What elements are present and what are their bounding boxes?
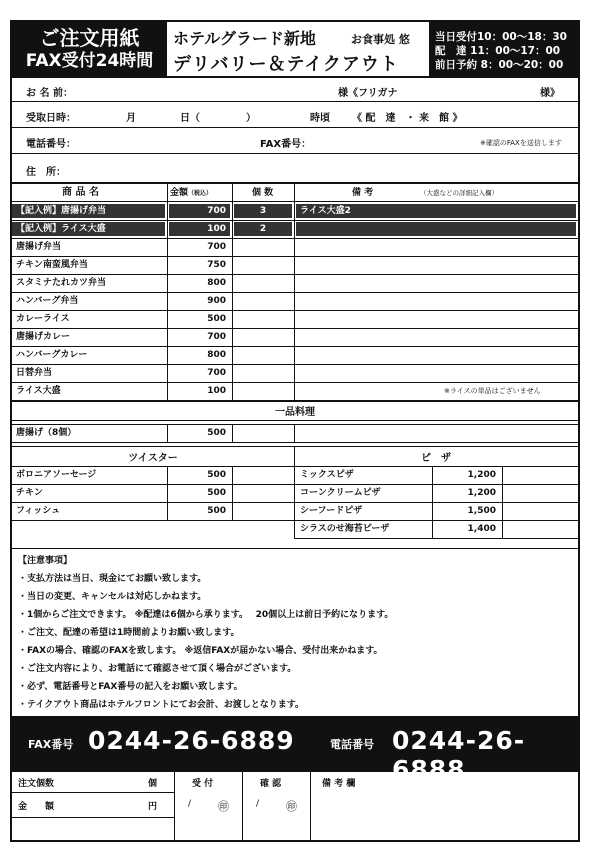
note-input-cell[interactable] [295,346,577,364]
fax-note: ※確認のFAXを送信します [480,139,562,147]
example-row-qty: 2 [259,224,267,234]
column-divider [432,466,433,538]
column-divider [294,424,295,442]
note-input-cell[interactable] [295,424,577,442]
qty-input-cell[interactable] [233,346,293,364]
furigana-label: 様《フリガナ [338,88,398,99]
time-label: 時頃 [310,113,330,124]
notes-title: 【注意事項】 [18,556,73,566]
note-input-cell[interactable] [295,256,577,274]
menu-item-name: ハンバーグ弁当 [16,296,79,306]
header-note-sub: （大盛などの詳細記入欄） [420,189,498,197]
day-paren-close: ） [246,113,256,124]
address-row[interactable] [12,154,578,184]
qty-input-cell[interactable] [233,364,293,382]
hours-block [429,22,578,76]
qty-input-cell[interactable] [503,502,577,520]
note-line: ・ご注文内容により、お電話にて確認させて頂く場合がございます。 [18,664,297,674]
fax-number: 0244-26-6889 [88,726,295,755]
row-divider [12,520,294,521]
menu-item-name: ライス大盛 [16,386,61,396]
column-divider [167,424,168,442]
pizza-item-price: 1,400 [467,524,496,534]
header-item: 商 品 名 [62,187,99,198]
qty-input-cell[interactable] [233,466,293,484]
header-qty: 個 数 [252,188,274,198]
footer-divider [242,772,243,842]
service-name: デリバリー＆テイクアウト [173,54,399,75]
qty-input-cell[interactable] [233,310,293,328]
received-label: 受 付 [192,779,214,789]
example-shade [296,222,576,236]
remarks-label: 備 考 欄 [322,779,356,789]
note-line: ・FAXの場合、確認のFAXを致します。 ※返信FAXが届かない場合、受付出来かねます。 [18,646,383,656]
menu-item-price: 700 [207,242,226,252]
footer-divider [174,772,175,842]
column-divider [502,466,503,538]
note-input-cell[interactable] [295,328,577,346]
example-row-name: 【記入例】ライス大盛 [16,224,106,234]
pizza-title: ピ ザ [421,453,451,464]
pickup-row[interactable] [12,102,578,128]
note-input-cell[interactable] [295,274,577,292]
name-row[interactable] [12,78,578,102]
twister-item-price: 500 [207,488,226,498]
tel-number: 0244-26-6888 [392,726,526,784]
row-divider [12,446,578,447]
ippin-title: 一品料理 [275,407,315,418]
hours-delivery: 配 達 11：00～17：00 [435,45,561,57]
ippin-item-price: 500 [207,428,226,438]
order-form [10,20,580,842]
section-divider [12,400,578,402]
footer-office-use [12,772,578,842]
pizza-item-price: 1,200 [467,470,496,480]
confirmed-stamp: ㊞ [286,800,297,813]
confirmed-slash: / [256,799,260,809]
menu-item-price: 800 [207,278,226,288]
twister-item-name: フィッシュ [16,506,61,516]
phone-row[interactable] [12,128,578,154]
qty-input-cell[interactable] [503,466,577,484]
menu-item-name: ハンバーグカレー [16,350,88,360]
example-row-qty: 3 [259,206,267,216]
restaurant-name: お食事処 悠 [351,33,410,46]
tel-label: 電話番号： [26,139,76,150]
note-line: ・テイクアウト商品はホテルフロントにてお会計、お渡しとなります。 [18,700,305,710]
twister-item-name: チキン [16,488,43,498]
header-price [170,184,212,203]
twister-item-price: 500 [207,506,226,516]
column-divider [232,424,233,442]
pizza-item-price: 1,500 [467,506,496,516]
column-divider [232,466,233,520]
menu-item-price: 800 [207,350,226,360]
qty-input-cell[interactable] [233,274,293,292]
column-divider [232,184,233,400]
menu-item-name: スタミナたれカツ弁当 [16,278,107,288]
footer-divider [12,792,174,793]
menu-item-price: 700 [207,368,226,378]
qty-input-cell[interactable] [233,238,293,256]
pickup-label: 受取日時： [26,113,76,124]
ippin-item-name: 唐揚げ（8個） [16,428,77,438]
example-row-note: ライス大盛2 [300,206,351,216]
pizza-item-name: コーンクリームピザ [300,488,381,498]
qty-input-cell[interactable] [233,382,293,400]
menu-item-price: 900 [207,296,226,306]
column-divider [294,446,295,538]
qty-input-cell[interactable] [233,502,293,520]
hotel-name: ホテルグラード新地 [173,29,316,48]
fax-label: FAX番号： [260,139,312,150]
form-title: ご注文用紙 [39,26,140,50]
received-stamp: ㊞ [218,800,229,813]
amount-unit: 円 [148,802,158,812]
menu-item-name: 唐揚げ弁当 [16,242,62,252]
notes-section [12,548,578,716]
header-title-block [12,22,167,76]
qty-input-cell[interactable] [503,484,577,502]
row-divider [12,442,578,443]
pizza-item-name: シーフードピザ [300,506,363,516]
note-input-cell[interactable] [295,310,577,328]
day-label: 日（ [180,113,200,124]
footer-divider [12,817,174,818]
row-divider [12,420,578,421]
count-label: 注文個数 [18,779,55,789]
fax-number-label: FAX番号 [28,738,74,751]
fax-24h-label: FAX受付24時間 [25,51,154,71]
qty-input-cell[interactable] [233,328,293,346]
note-input-cell[interactable] [295,364,577,382]
menu-item-name: 唐揚げカレー [16,332,71,342]
table-header [12,184,578,202]
note-line: ・支払方法は当日、現金にてお願い致します。 [18,574,207,584]
amount-label: 金 額 [18,802,55,812]
header-price-label: 金額 [170,188,189,198]
pizza-item-price: 1,200 [467,488,496,498]
time-options[interactable]: 《 配 達 ・ 来 館 》 [352,113,463,124]
menu-item-name: カレーライス [16,314,70,324]
pizza-item-name: シラスのせ海苔ピーザ [300,524,390,534]
example-row-price: 100 [207,224,226,234]
note-line: ・1個からご注文できます。 ※配達は6個から承ります。 20個以上は前日予約になります。 [18,610,394,620]
column-divider [294,184,295,400]
qty-input-cell[interactable] [233,292,293,310]
qty-input-cell[interactable] [503,520,577,538]
header-price-tax: （税込） [188,190,213,197]
twister-item-price: 500 [207,470,226,480]
note-input-cell[interactable] [295,238,577,256]
example-row-price: 700 [207,206,226,216]
row-divider [294,538,578,539]
rice-note: ※ライスの単品はございません [444,387,541,395]
menu-item-name: 日替弁当 [16,368,53,378]
menu-item-price: 100 [207,386,226,396]
twister-item-name: ボロニアソーセージ [16,470,97,480]
received-slash: / [188,799,192,809]
qty-input-cell[interactable] [233,484,293,502]
twister-title: ツイスター [128,453,178,464]
menu-item-name: チキン南蛮風弁当 [16,260,88,270]
hotel-block [167,22,429,76]
menu-item-price: 750 [207,260,226,270]
name-label: お 名 前： [26,88,73,99]
hours-same-day: 当日受付10：00～18：30 [435,31,567,43]
header-note: 備 考 [352,188,374,198]
sama-close: 様》 [540,88,560,99]
note-input-cell[interactable] [295,292,577,310]
example-row-name: 【記入例】唐揚げ弁当 [16,206,107,216]
pizza-item-name: ミックスピザ [300,470,354,480]
column-divider [167,184,168,400]
qty-input-cell[interactable] [233,256,293,274]
menu-item-price: 500 [207,314,226,324]
header [12,22,578,78]
month-label: 月 [126,113,136,124]
note-line: ・必ず、電話番号とFAX番号の記入をお願い致します。 [18,682,243,692]
hours-reservation: 前日予約 8：00～20：00 [435,59,564,71]
tel-number-label: 電話番号 [330,738,374,751]
qty-input-cell[interactable] [233,424,293,442]
menu-item-price: 700 [207,332,226,342]
note-line: ・ご注文、配達の希望は1時間前よりお願い致します。 [18,628,240,638]
column-divider [167,466,168,520]
footer-divider [310,772,311,842]
note-line: ・当日の変更、キャンセルは対応しかねます。 [18,592,207,602]
address-label: 住 所： [26,167,66,178]
count-unit: 個 [148,779,158,789]
confirmed-label: 確 認 [260,779,282,789]
